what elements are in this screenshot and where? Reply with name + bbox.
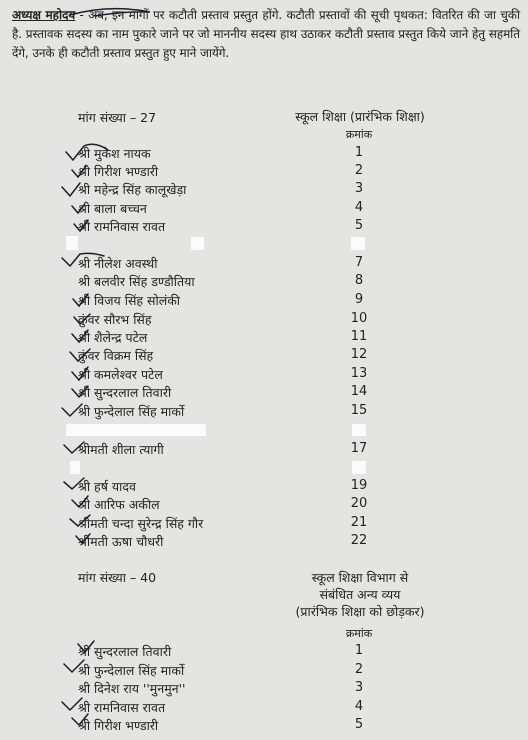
member-row [0,662,528,680]
demand-number-27: मांग संख्या – 27 [78,110,157,125]
member-row [0,311,528,329]
redaction-mark [66,236,78,250]
member-name: श्री सुन्दरलाल तिवारी [78,644,172,659]
member-name: श्री मुकेश नायक [78,146,151,161]
section2-kramank-header: क्रमांक [345,627,373,640]
serial-number: 19 [350,478,368,493]
serial-number: 1 [354,145,364,160]
section2-title-line-3: (प्रारंभिक शिक्षा को छोड़कर) [295,604,425,619]
speaker-label: अध्यक्ष महोदय [12,8,76,22]
redaction-mark [66,424,206,436]
member-row [0,680,528,698]
member-row [0,181,528,199]
serial-number: 14 [350,384,368,399]
member-row [0,496,528,514]
serial-number: 4 [354,699,364,714]
member-name: श्री विजय सिंह सोलंकी [78,293,181,308]
member-row [0,643,528,661]
serial-number: 4 [354,200,364,215]
member-name: श्री शैलेन्द्र पटेल [78,330,148,345]
member-name: श्री गिरीश भण्डारी [78,718,159,733]
member-row [0,515,528,533]
redaction-mark [191,237,204,250]
member-name: श्री रामनिवास रावत [78,700,166,715]
member-name: कुंवर विक्रम सिंह [78,348,154,363]
member-row [0,292,528,310]
serial-number: 21 [350,515,368,530]
member-name: श्रीमती चन्दा सुरेन्द्र सिंह गौर [78,516,204,531]
intro-text: - अब, इन मांगों पर कटौती प्रस्ताव प्रस्तुत होंगे. कटौती प्रस्तावों की सूची पृथकत: वितरित की जा चुकी है. प्रस्तावक सदस्य का नाम पुकारे जाने पर जो माननीय सदस्य हाथ उठाकर कटौती प्रस्ताव प्रस्तुत किये जाने हेतु सहमति देंगे, उनके ही कटौती प्रस्ताव प्रस्तुत हुए माने जायेंगे. [12,8,521,60]
redaction-mark [352,424,366,436]
member-name: श्री फुन्देलाल सिंह मार्को [78,663,185,678]
member-name: श्री रामनिवास रावत [78,219,166,234]
serial-number: 20 [350,496,368,511]
member-row [0,384,528,402]
section2-title-line-1: स्कूल शिक्षा विभाग से [311,570,409,585]
serial-number: 9 [354,292,364,307]
serial-number: 5 [354,717,364,732]
section1-kramank-header: क्रमांक [345,128,373,141]
serial-number: 17 [350,441,368,456]
member-name: श्री गिरीश भण्डारी [78,164,159,179]
member-row [0,533,528,551]
member-name: श्री सुन्दरलाल तिवारी [78,385,172,400]
member-row [0,441,528,459]
redaction-mark [351,237,365,250]
serial-number: 1 [354,643,364,658]
section2-title-line-2: संबंधित अन्य व्यय [319,587,401,602]
serial-number: 8 [354,273,364,288]
member-name: श्री महेन्द्र सिंह कालूखेड़ा [78,182,187,197]
serial-number: 7 [354,255,364,270]
serial-number: 3 [354,680,364,695]
member-row [0,329,528,347]
member-row [0,403,528,421]
member-row [0,717,528,735]
member-name: श्रीमती ऊषा चौधरी [78,534,164,549]
intro-paragraph [12,6,520,63]
serial-number: 22 [350,533,368,548]
member-name: श्री दिनेश राय ''मुनमुन'' [78,681,186,696]
serial-number: 15 [350,403,368,418]
member-row [0,699,528,717]
redaction-mark [70,461,80,474]
serial-number: 3 [354,181,364,196]
member-name: श्री नीलेश अवस्थी [78,256,158,271]
member-row [0,218,528,236]
section1-title: स्कूल शिक्षा (प्रारंभिक शिक्षा) [295,109,425,124]
member-row [0,478,528,496]
member-name: श्री फुन्देलाल सिंह मार्को [78,404,185,419]
serial-number: 13 [350,366,368,381]
redaction-mark [352,461,366,474]
member-name: श्री बलवीर सिंह डण्डौतिया [78,274,195,289]
demand-number-40: मांग संख्या – 40 [78,570,157,585]
member-row [0,366,528,384]
member-name: श्री बाला बच्चन [78,201,147,216]
member-name: श्रीमती शीला त्यागी [78,442,164,457]
member-row [0,255,528,273]
member-name: श्री आरिफ अकील [78,497,160,512]
serial-number: 2 [354,163,364,178]
serial-number: 2 [354,662,364,677]
member-name: कुंवर सौरभ सिंह [78,312,152,327]
serial-number: 11 [350,329,368,344]
serial-number: 10 [350,311,368,326]
member-row [0,273,528,291]
member-name: श्री हर्ष यादव [78,479,136,494]
member-row [0,145,528,163]
section2-title [270,569,450,620]
member-name: श्री कमलेश्वर पटेल [78,367,163,382]
member-row [0,347,528,365]
serial-number: 12 [350,347,368,362]
serial-number: 5 [354,218,364,233]
member-row [0,200,528,218]
member-row [0,163,528,181]
